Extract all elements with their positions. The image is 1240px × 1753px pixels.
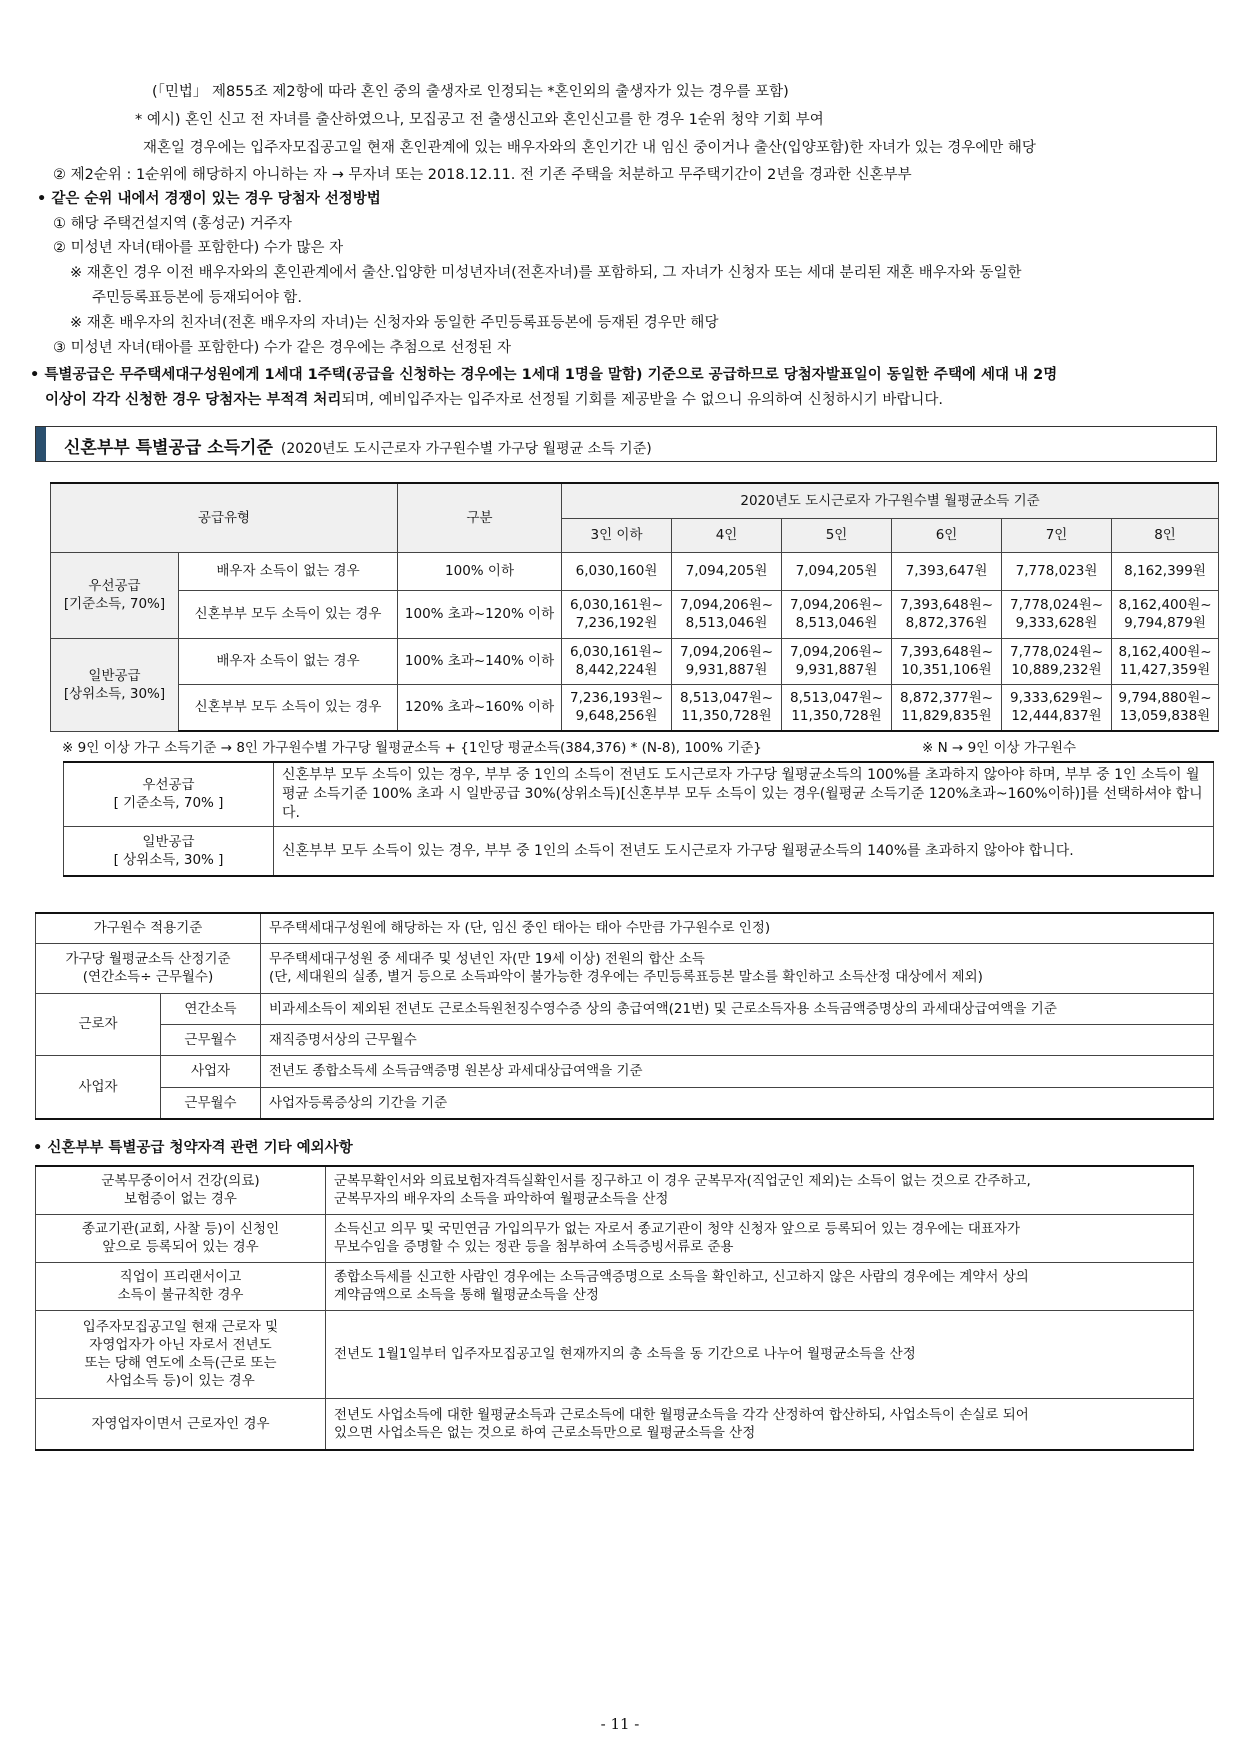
- income-cell: 8,162,400원~ 11,427,359원: [1112, 638, 1219, 684]
- header-division: 구분: [398, 483, 562, 552]
- exception-label: 종교기관(교회, 사찰 등)이 신청인 앞으로 등록되어 있는 경우: [36, 1214, 326, 1262]
- household-count-text: 무주택세대구성원에 해당하는 자 (단, 임신 중인 태아는 태아 수만큼 가구원수로 인정): [261, 913, 1214, 943]
- exception-label: 입주자모집공고일 현재 근로자 및 자영업자가 아닌 자로서 전년도 또는 당해 연도에 소득(근로 또는 사업소득 등)이 있는 경우: [36, 1310, 326, 1398]
- supply-table: [63, 761, 1214, 877]
- income-cell: 8,162,400원~ 9,794,879원: [1112, 590, 1219, 638]
- intro-line-10: ※ 재혼 배우자의 친자녀(전혼 배우자의 자녀)는 신청자와 동일한 주민등록표등본에 등재된 경우만 해당: [70, 315, 719, 331]
- intro-line-11: ③ 미성년 자녀(태아를 포함한다) 수가 같은 경우에는 추첨으로 선정된 자: [53, 340, 511, 356]
- income-cell: 7,236,193원~ 9,648,256원: [562, 684, 672, 731]
- exception-label: 자영업자이면서 근로자인 경우: [36, 1398, 326, 1450]
- avg-income-text: 무주택세대구성원 중 세대주 및 성년인 자(만 19세 이상) 전원의 합산 소득 (단, 세대원의 실종, 별거 등으로 소득파악이 불가능한 경우에는 주민등록표등본 말소를 확인하고 소득산정 대상에서 제외): [261, 943, 1214, 993]
- section-subtitle: (2020년도 도시근로자 가구원수별 가구당 월평균 소득 기준): [280, 441, 652, 457]
- case-label: 배우자 소득이 없는 경우: [179, 638, 398, 684]
- business-months-text: 사업자등록증상의 기간을 기준: [261, 1087, 1214, 1119]
- section-title: 신혼부부 특별공급 소득기준: [64, 438, 273, 458]
- business-a-label: 사업자: [161, 1055, 261, 1087]
- income-cell: 8,513,047원~ 11,350,728원: [782, 684, 892, 731]
- exception-text: 군복무확인서와 의료보험자격득실확인서를 징구하고 이 경우 군복무자(직업군인 제외)는 소득이 없는 것으로 간주하고, 군복무자의 배우자의 소득을 파악하여 월평균소득을 산정: [326, 1166, 1194, 1214]
- division-cell: 100% 초과~140% 이하: [398, 638, 562, 684]
- exception-label: 군복무중이어서 건강(의료) 보험증이 없는 경우: [36, 1166, 326, 1214]
- division-cell: 100% 이하: [398, 552, 562, 590]
- income-cell: 6,030,160원: [562, 552, 672, 590]
- income-note-2: ※ N → 9인 이상 가구원수: [922, 740, 1077, 756]
- general-supply-label: 일반공급 [ 상위소득, 30% ]: [64, 826, 274, 876]
- intro-line-13: [45, 390, 943, 410]
- division-cell: 120% 초과~160% 이하: [398, 684, 562, 731]
- household-count-label: 가구원수 적용기준: [36, 913, 261, 943]
- income-cell: 7,393,648원~ 8,872,376원: [892, 590, 1002, 638]
- income-cell: 7,094,205원: [672, 552, 782, 590]
- income-cell: 7,393,647원: [892, 552, 1002, 590]
- income-cell: 8,872,377원~ 11,829,835원: [892, 684, 1002, 731]
- priority-supply-text: 신혼부부 모두 소득이 있는 경우, 부부 중 1인의 소득이 전년도 도시근로자 가구당 월평균소득의 100%를 초과하지 않아야 하며, 부부 중 1인 소득이 월평균 소득기준 100% 초과 시 일반공급 30%(상위소득)[신혼부부 모두 소득이 있는 경우(월평균 소득기준 120%초과~160%이하)]를 선택하셔야 합니다.: [274, 762, 1214, 826]
- worker-annual-text: 비과세소득이 제외된 전년도 근로소득원천징수영수증 상의 총급여액(21번) 및 근로소득자용 소득금액증명상의 과세대상급여액을 기준: [261, 993, 1214, 1024]
- intro-line-13-bold: 이상이 각각 신청한 경우 당첨자는 부적격 처리: [45, 392, 342, 408]
- case-label: 신혼부부 모두 소득이 있는 경우: [179, 684, 398, 731]
- worker-months-label: 근무월수: [161, 1024, 261, 1055]
- intro-line-6: ① 해당 주택건설지역 (홍성군) 거주자: [53, 216, 292, 232]
- business-label: 사업자: [36, 1055, 161, 1119]
- exceptions-table: [35, 1165, 1194, 1451]
- group-priority: 우선공급 [기준소득, 70%]: [51, 552, 179, 638]
- income-cell: 9,794,880원~ 13,059,838원: [1112, 684, 1219, 731]
- income-cell: 7,778,024원~ 9,333,628원: [1002, 590, 1112, 638]
- worker-label: 근로자: [36, 993, 161, 1055]
- intro-line-2: * 예시) 혼인 신고 전 자녀를 출산하였으나, 모집공고 전 출생신고와 혼인신고를 한 경우 1순위 청약 기회 부여: [135, 112, 824, 128]
- income-note-1: ※ 9인 이상 가구 소득기준 → 8인 가구원수별 가구당 월평균소득 + {1인당 평균소득(384,376) * (N-8), 100% 기준}: [62, 740, 762, 756]
- criteria-table: [35, 912, 1214, 1120]
- exception-text: 소득신고 의무 및 국민연금 가입의무가 없는 자로서 종교기관이 청약 신청자 앞으로 등록되어 있는 경우에는 대표자가 무보수임을 증명할 수 있는 정관 등을 첨부하여 소득증빙서류로 준용: [326, 1214, 1194, 1262]
- header-income-standard: 2020년도 도시근로자 가구원수별 월평균소득 기준: [562, 483, 1219, 518]
- case-label: 신혼부부 모두 소득이 있는 경우: [179, 590, 398, 638]
- exception-text: 전년도 1월1일부터 입주자모집공고일 현재까지의 총 소득을 동 기간으로 나누어 월평균소득을 산정: [326, 1310, 1194, 1398]
- income-cell: 9,333,629원~ 12,444,837원: [1002, 684, 1112, 731]
- exception-label: 직업이 프리랜서이고 소득이 불규칙한 경우: [36, 1262, 326, 1310]
- header-col: 3인 이하: [562, 518, 672, 552]
- income-cell: 7,778,024원~ 10,889,232원: [1002, 638, 1112, 684]
- header-supply-type: 공급유형: [51, 483, 398, 552]
- avg-income-label: 가구당 월평균소득 산정기준 (연간소득÷ 근무월수): [36, 943, 261, 993]
- exceptions-heading: • 신혼부부 특별공급 청약자격 관련 기타 예외사항: [33, 1140, 353, 1156]
- business-months-label: 근무월수: [161, 1087, 261, 1119]
- income-cell: 7,393,648원~ 10,351,106원: [892, 638, 1002, 684]
- income-cell: 7,094,205원: [782, 552, 892, 590]
- group-general: 일반공급 [상위소득, 30%]: [51, 638, 179, 731]
- worker-annual-label: 연간소득: [161, 993, 261, 1024]
- priority-supply-label: 우선공급 [ 기준소득, 70% ]: [64, 762, 274, 826]
- income-cell: 8,513,047원~ 11,350,728원: [672, 684, 782, 731]
- header-col: 8인: [1112, 518, 1219, 552]
- division-cell: 100% 초과~120% 이하: [398, 590, 562, 638]
- income-cell: 6,030,161원~ 7,236,192원: [562, 590, 672, 638]
- general-supply-text: 신혼부부 모두 소득이 있는 경우, 부부 중 1인의 소득이 전년도 도시근로자 가구당 월평균소득의 140%를 초과하지 않아야 합니다.: [274, 826, 1214, 876]
- intro-line-9: 주민등록표등본에 등재되어야 함.: [92, 290, 302, 306]
- page-number: - 11 -: [600, 1715, 640, 1733]
- exception-text: 전년도 사업소득에 대한 월평균소득과 근로소득에 대한 월평균소득을 각각 산정하여 합산하되, 사업소득이 손실로 되어 있으면 사업소득은 없는 것으로 하여 근로소득만으로 월평균소득을 산정: [326, 1398, 1194, 1450]
- income-cell: 8,162,399원: [1112, 552, 1219, 590]
- section-accent: [36, 427, 46, 461]
- intro-line-1: (「민법」 제855조 제2항에 따라 혼인 중의 출생자로 인정되는 *혼인외의 출생자가 있는 경우를 포함): [152, 84, 789, 100]
- income-table: [50, 482, 1219, 732]
- income-cell: 6,030,161원~ 8,442,224원: [562, 638, 672, 684]
- intro-line-4: ② 제2순위 : 1순위에 해당하지 아니하는 자 → 무자녀 또는 2018.12.11. 전 기존 주택을 처분하고 무주택기간이 2년을 경과한 신혼부부: [53, 167, 912, 183]
- intro-line-7: ② 미성년 자녀(태아를 포함한다) 수가 많은 자: [53, 240, 344, 256]
- header-col: 5인: [782, 518, 892, 552]
- income-cell: 7,094,206원~ 8,513,046원: [782, 590, 892, 638]
- business-a-text: 전년도 종합소득세 소득금액증명 원본상 과세대상급여액을 기준: [261, 1055, 1214, 1087]
- income-cell: 7,094,206원~ 9,931,887원: [782, 638, 892, 684]
- intro-line-8: ※ 재혼인 경우 이전 배우자와의 혼인관계에서 출산.입양한 미성년자녀(전혼자녀)를 포함하되, 그 자녀가 신청자 또는 세대 분리된 재혼 배우자와 동일한: [70, 265, 1022, 281]
- intro-line-5: • 같은 순위 내에서 경쟁이 있는 경우 당첨자 선정방법: [37, 191, 381, 207]
- exception-text: 종합소득세를 신고한 사람인 경우에는 소득금액증명으로 소득을 확인하고, 신고하지 않은 사람의 경우에는 계약서 상의 계약금액으로 소득을 통해 월평균소득을 산정: [326, 1262, 1194, 1310]
- income-cell: 7,094,206원~ 8,513,046원: [672, 590, 782, 638]
- worker-months-text: 재직증명서상의 근무월수: [261, 1024, 1214, 1055]
- intro-line-3: 재혼일 경우에는 입주자모집공고일 현재 혼인관계에 있는 배우자와의 혼인기간 내 임신 중이거나 출산(입양포함)한 자녀가 있는 경우에만 해당: [143, 140, 1036, 156]
- section-title-bar: [35, 426, 1217, 462]
- header-col: 7인: [1002, 518, 1112, 552]
- income-cell: 7,094,206원~ 9,931,887원: [672, 638, 782, 684]
- header-col: 4인: [672, 518, 782, 552]
- case-label: 배우자 소득이 없는 경우: [179, 552, 398, 590]
- intro-line-13-rest: 되며, 예비입주자는 입주자로 선정될 기회를 제공받을 수 없으니 유의하여 신청하시기 바랍니다.: [341, 392, 944, 408]
- income-cell: 7,778,023원: [1002, 552, 1112, 590]
- header-col: 6인: [892, 518, 1002, 552]
- intro-line-12: • 특별공급은 무주택세대구성원에게 1세대 1주택(공급을 신청하는 경우에는 1세대 1명을 말함) 기준으로 공급하므로 당첨자발표일이 동일한 주택에 세대 내 2명: [30, 367, 1058, 383]
